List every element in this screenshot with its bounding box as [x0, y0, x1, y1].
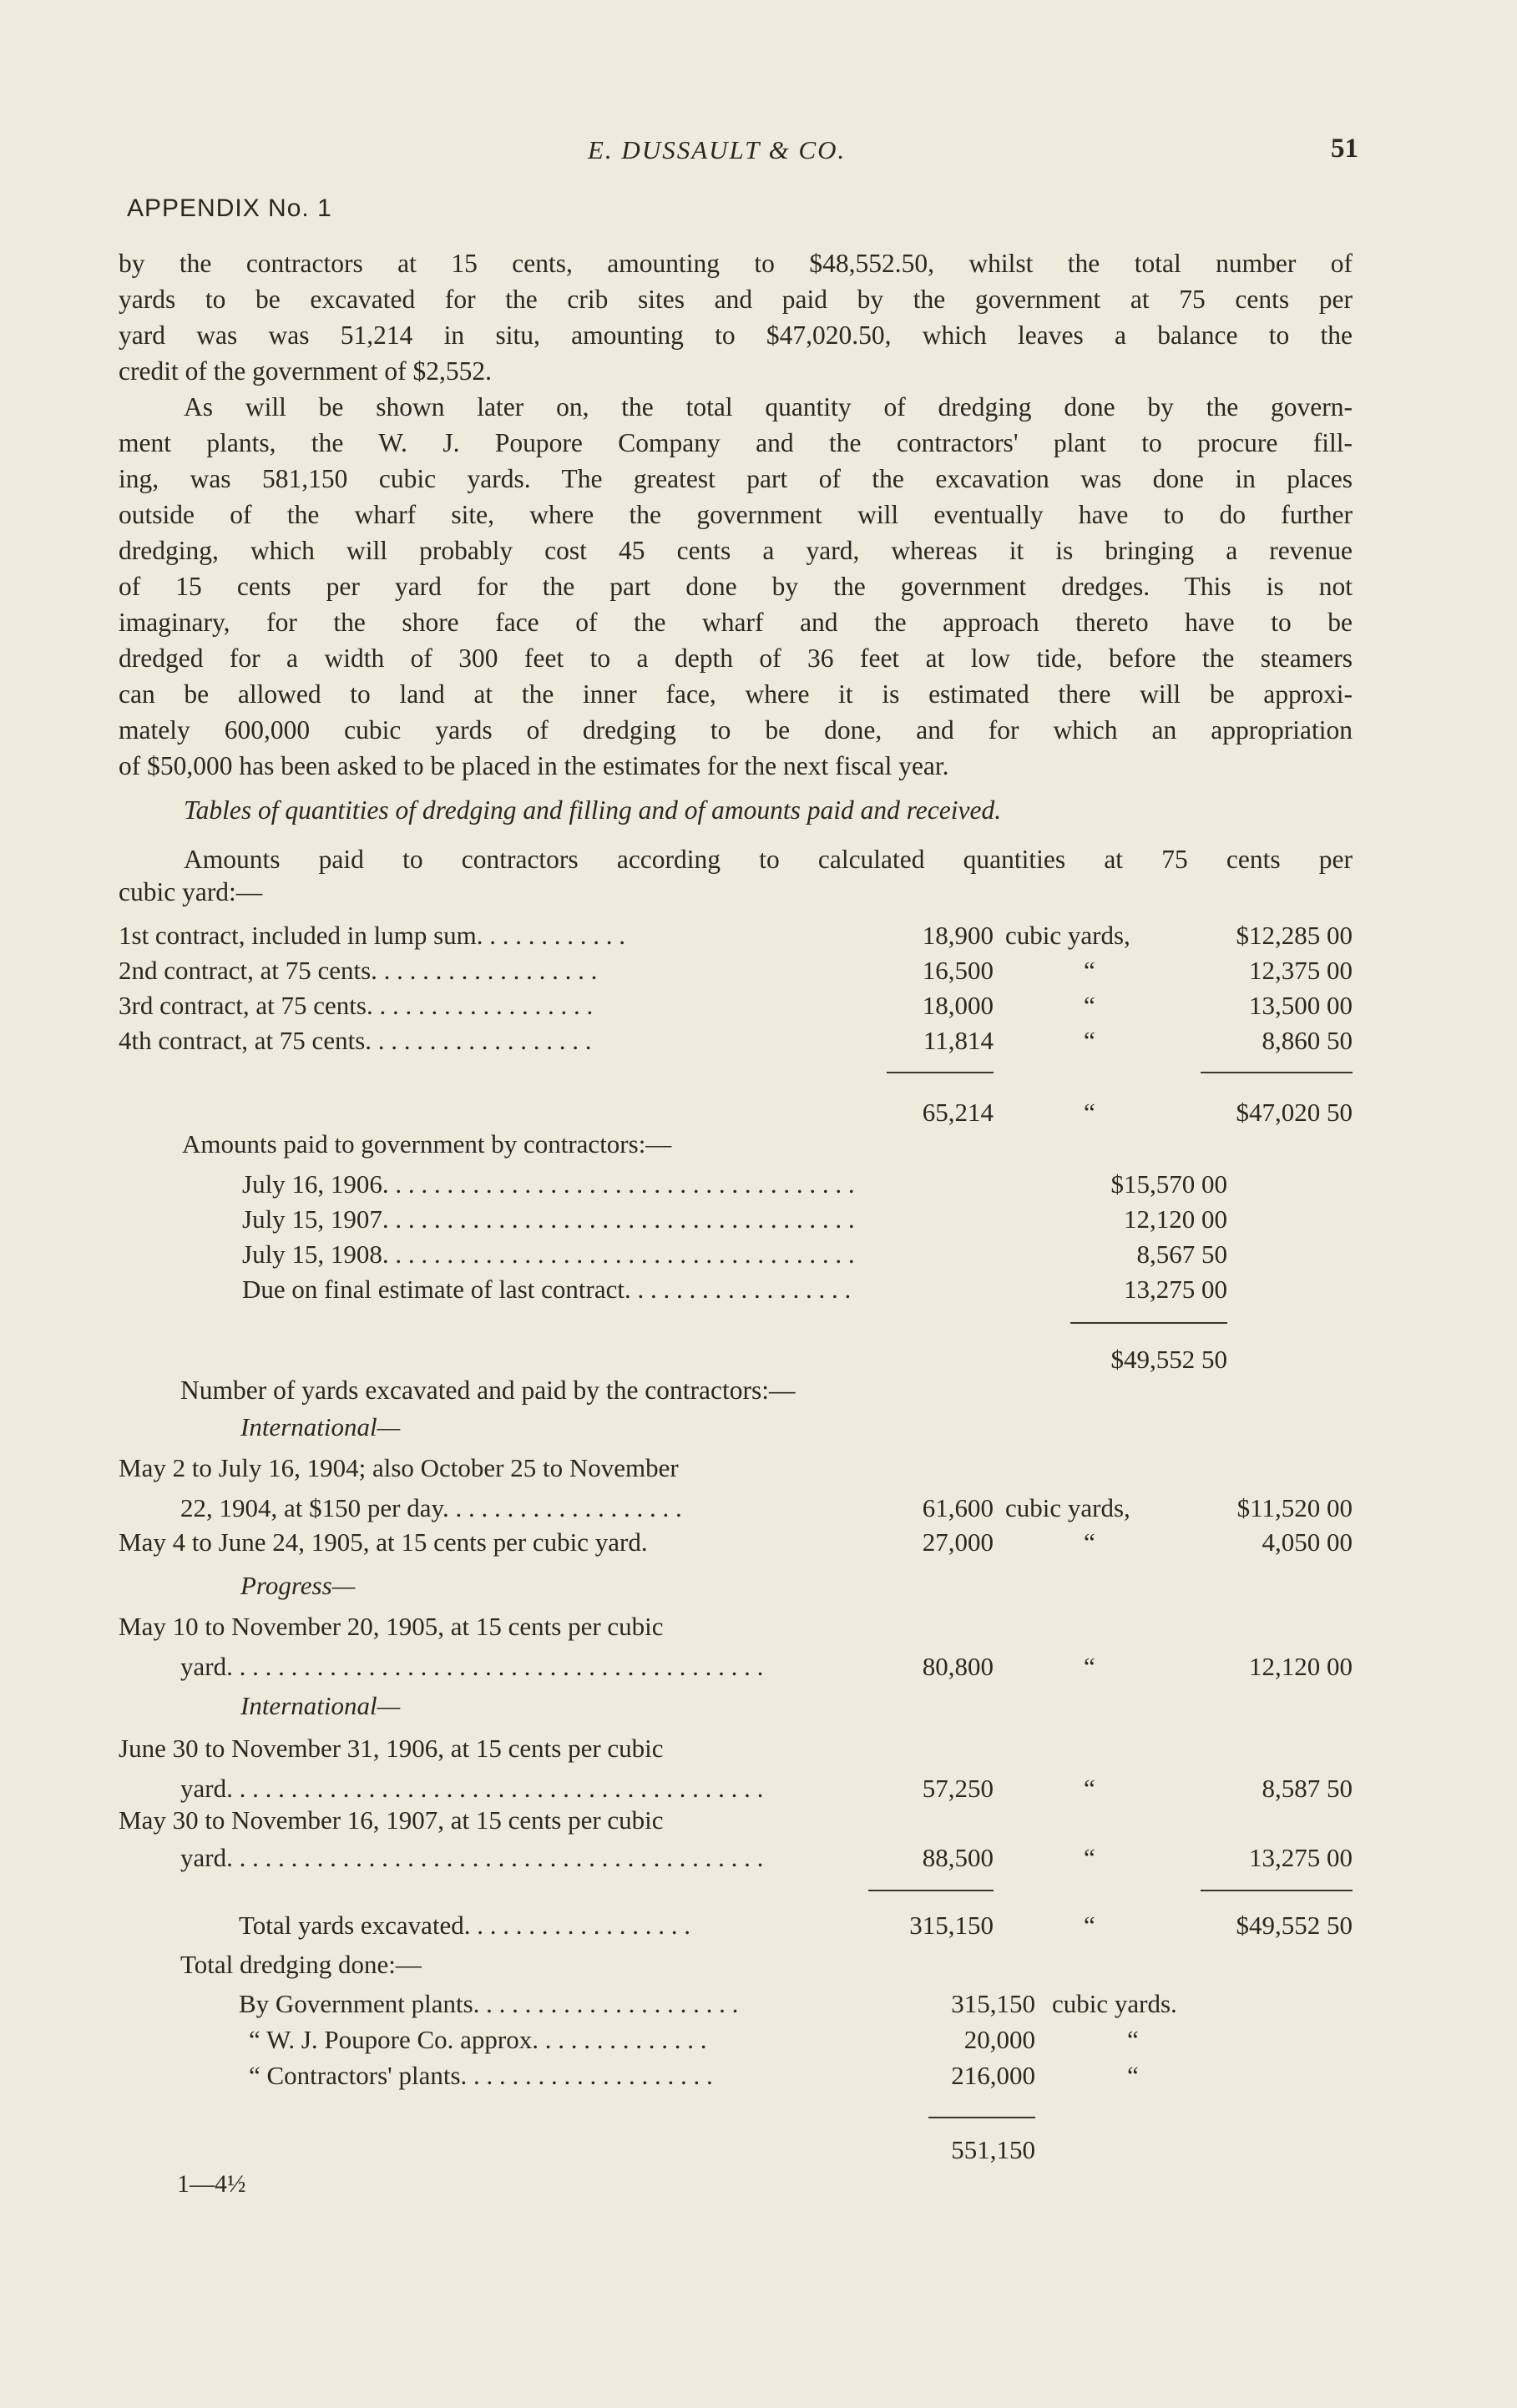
gov-intro: Amounts paid to government by contractors:— [182, 1129, 672, 1159]
text-line: dredged for a width of 300 feet to a depth of 36 feet at low tide, before the steamers [119, 644, 1353, 673]
total-qty: 551,150 [951, 2135, 1035, 2164]
total-row [0, 1096, 1517, 1129]
text-line: imaginary, for the shore face of the wharf and the approach thereto have to be [119, 608, 1353, 637]
text-line: of 15 cents per yard for the part done by the government dredges. This is not [119, 572, 1353, 601]
total-unit: “ [1084, 1098, 1095, 1127]
row-label: yard. . . . . . . . . . . . . . . . . . . . . . . . . . . . . . . . . . . . . . . . . . [180, 1843, 764, 1872]
row-unit: cubic yards, [1005, 921, 1130, 950]
entry-line: May 30 to November 16, 1907, at 15 cents per cubic [119, 1805, 664, 1835]
row-amount: 12,375 00 [1249, 956, 1353, 985]
row-label: July 15, 1907. . . . . . . . . . . . . . . . . . . . . . . . . . . . . . . . . . . . . [242, 1204, 855, 1234]
text-line: credit of the government of $2,552. [119, 356, 492, 386]
payment-row [0, 1203, 1517, 1236]
row-unit: “ [1084, 1843, 1095, 1872]
total-row [0, 1343, 1517, 1376]
tables-title: Tables of quantities of dredging and filling and of amounts paid and received. [184, 795, 1002, 825]
divider [928, 2117, 1035, 2118]
row-amount: 8,587 50 [1262, 1774, 1353, 1803]
text-line: mately 600,000 cubic yards of dredging to be done, and for which an appropriation [119, 715, 1353, 745]
row-qty: 57,250 [922, 1774, 994, 1803]
row-amount: 8,567 50 [1136, 1239, 1227, 1269]
text-line: Amounts paid to contractors according to calculated quantities at 75 cents per [184, 845, 1353, 874]
row-label: May 4 to June 24, 1905, at 15 cents per cubic yard. [119, 1527, 648, 1557]
total-amount: $49,552 50 [1236, 1911, 1353, 1940]
row-qty: 18,000 [922, 991, 994, 1020]
row-unit: cubic yards, [1005, 1493, 1130, 1522]
entry-line: May 10 to November 20, 1905, at 15 cents per cubic [119, 1612, 664, 1641]
text-line: As will be shown later on, the total quantity of dredging done by the govern- [184, 392, 1353, 422]
contractor-heading: International— [240, 1691, 401, 1720]
row-unit: “ [1084, 1652, 1095, 1681]
contractor-heading: International— [240, 1412, 401, 1441]
row-label: 2nd contract, at 75 cents. . . . . . . . . . . . . . . . . . [119, 956, 598, 985]
entry-line: May 2 to July 16, 1904; also October 25 to November [119, 1453, 679, 1482]
row-label: “ Contractors' plants. . . . . . . . . . . . . . . . . . . . [249, 2061, 713, 2090]
row-unit: cubic yards. [1052, 1989, 1177, 2018]
row-label: 22, 1904, at $150 per day. . . . . . . . . . . . . . . . . . . [180, 1493, 682, 1522]
dredging-row [0, 2059, 1517, 2092]
text-line: dredging, which will probably cost 45 cents a yard, whereas it is bringing a revenue [119, 536, 1353, 565]
paragraph-dredging [119, 389, 1353, 784]
row-label: yard. . . . . . . . . . . . . . . . . . . . . . . . . . . . . . . . . . . . . . . . . . [180, 1774, 764, 1803]
row-unit: “ [1084, 1527, 1095, 1557]
table-row [0, 1526, 1517, 1559]
table-row [0, 919, 1517, 952]
text-line: of $50,000 has been asked to be placed in the estimates for the next fiscal year. [119, 751, 949, 780]
total-unit: “ [1084, 1911, 1095, 1940]
row-amount: $12,285 00 [1236, 921, 1353, 950]
total-qty: 65,214 [922, 1098, 994, 1127]
divider [1201, 1890, 1353, 1891]
table-row [0, 989, 1517, 1022]
signature-mark: 1—4½ [177, 2170, 246, 2198]
divider [868, 1890, 994, 1891]
row-label: 3rd contract, at 75 cents. . . . . . . . . . . . . . . . . . [119, 991, 594, 1020]
table-row [0, 1841, 1517, 1875]
row-label: Due on final estimate of last contract. . . . . . . . . . . . . . . . . . [242, 1275, 852, 1304]
row-amount: 4,050 00 [1262, 1527, 1353, 1557]
row-qty: 216,000 [951, 2061, 1035, 2090]
table-row [0, 954, 1517, 987]
row-unit: “ [1127, 2025, 1139, 2054]
row-unit: “ [1127, 2061, 1139, 2090]
payment-row [0, 1273, 1517, 1306]
text-line: yards to be excavated for the crib sites and paid by the government at 75 cents per [119, 285, 1353, 314]
row-qty: 27,000 [922, 1527, 994, 1557]
table-row [0, 1772, 1517, 1805]
dredging-row [0, 1987, 1517, 2021]
dredging-intro: Total dredging done:— [180, 1950, 422, 1979]
text-line: cubic yard:— [119, 877, 263, 906]
row-label: 4th contract, at 75 cents. . . . . . . . . . . . . . . . . . [119, 1026, 592, 1055]
row-amount: $11,520 00 [1236, 1493, 1353, 1522]
divider [1201, 1072, 1353, 1073]
row-amount: 12,120 00 [1249, 1652, 1353, 1681]
paragraph-continuation [119, 245, 1353, 389]
row-qty: 61,600 [922, 1493, 994, 1522]
divider [887, 1072, 994, 1073]
row-label: yard. . . . . . . . . . . . . . . . . . . . . . . . . . . . . . . . . . . . . . . . . . [180, 1652, 764, 1681]
row-label: “ W. J. Poupore Co. approx. . . . . . . . . . . . . . [249, 2025, 707, 2054]
table-row [0, 1650, 1517, 1684]
table-row [0, 1024, 1517, 1058]
total-qty: 315,150 [909, 1911, 994, 1940]
row-qty: 88,500 [922, 1843, 994, 1872]
row-amount: 13,500 00 [1249, 991, 1353, 1020]
row-label: 1st contract, included in lump sum. . . . . . . . . . . . [119, 921, 626, 950]
row-amount: 13,275 00 [1124, 1275, 1227, 1304]
row-unit: “ [1084, 956, 1095, 985]
page-number: 51 [1331, 134, 1358, 164]
row-unit: “ [1084, 1026, 1095, 1055]
row-qty: 11,814 [923, 1026, 994, 1055]
entry-line: June 30 to November 31, 1906, at 15 cents per cubic [119, 1734, 664, 1763]
running-title: E. DUSSAULT & CO. [588, 135, 847, 164]
row-amount: 8,860 50 [1262, 1026, 1353, 1055]
row-amount: 13,275 00 [1249, 1843, 1353, 1872]
row-amount: 12,120 00 [1124, 1204, 1227, 1234]
payment-row [0, 1168, 1517, 1201]
total-amount: $49,552 50 [1110, 1345, 1227, 1374]
row-label: July 16, 1906. . . . . . . . . . . . . . . . . . . . . . . . . . . . . . . . . . . . . [242, 1169, 855, 1199]
row-label: July 15, 1908. . . . . . . . . . . . . . . . . . . . . . . . . . . . . . . . . . . . . [242, 1239, 855, 1269]
row-qty: 16,500 [922, 956, 994, 985]
total-row [0, 1909, 1517, 1942]
row-qty: 315,150 [951, 1989, 1035, 2018]
row-unit: “ [1084, 991, 1095, 1020]
appendix-label: APPENDIX No. 1 [127, 194, 332, 222]
text-line: ment plants, the W. J. Poupore Company and the contractors' plant to procure fill- [119, 428, 1353, 457]
table-row [0, 1492, 1517, 1525]
row-qty: 20,000 [963, 2025, 1035, 2054]
total-row [0, 2133, 1517, 2167]
text-line: by the contractors at 15 cents, amounting to $48,552.50, whilst the total number of [119, 249, 1353, 278]
row-unit: “ [1084, 1774, 1095, 1803]
divider [1070, 1322, 1227, 1324]
row-qty: 80,800 [922, 1652, 994, 1681]
yards-intro: Number of yards excavated and paid by the contractors:— [180, 1376, 796, 1405]
dredging-row [0, 2023, 1517, 2057]
row-label: By Government plants. . . . . . . . . . . . . . . . . . . . . [239, 1989, 739, 2018]
text-line: can be allowed to land at the inner face, where it is estimated there will be approxi- [119, 679, 1353, 709]
text-line: outside of the wharf site, where the government will eventually have to do further [119, 500, 1353, 529]
row-qty: 18,900 [922, 921, 994, 950]
text-line: ing, was 581,150 cubic yards. The greatest part of the excavation was done in places [119, 464, 1353, 493]
text-line: yard was was 51,214 in situ, amounting to $47,020.50, which leaves a balance to the [119, 321, 1353, 350]
total-amount: $47,020 50 [1236, 1098, 1353, 1127]
contractor-heading: Progress— [240, 1571, 356, 1600]
payment-row [0, 1238, 1517, 1271]
amounts-intro [119, 841, 1353, 907]
row-label: Total yards excavated. . . . . . . . . . . . . . . . . . [239, 1911, 691, 1940]
row-amount: $15,570 00 [1110, 1169, 1227, 1199]
